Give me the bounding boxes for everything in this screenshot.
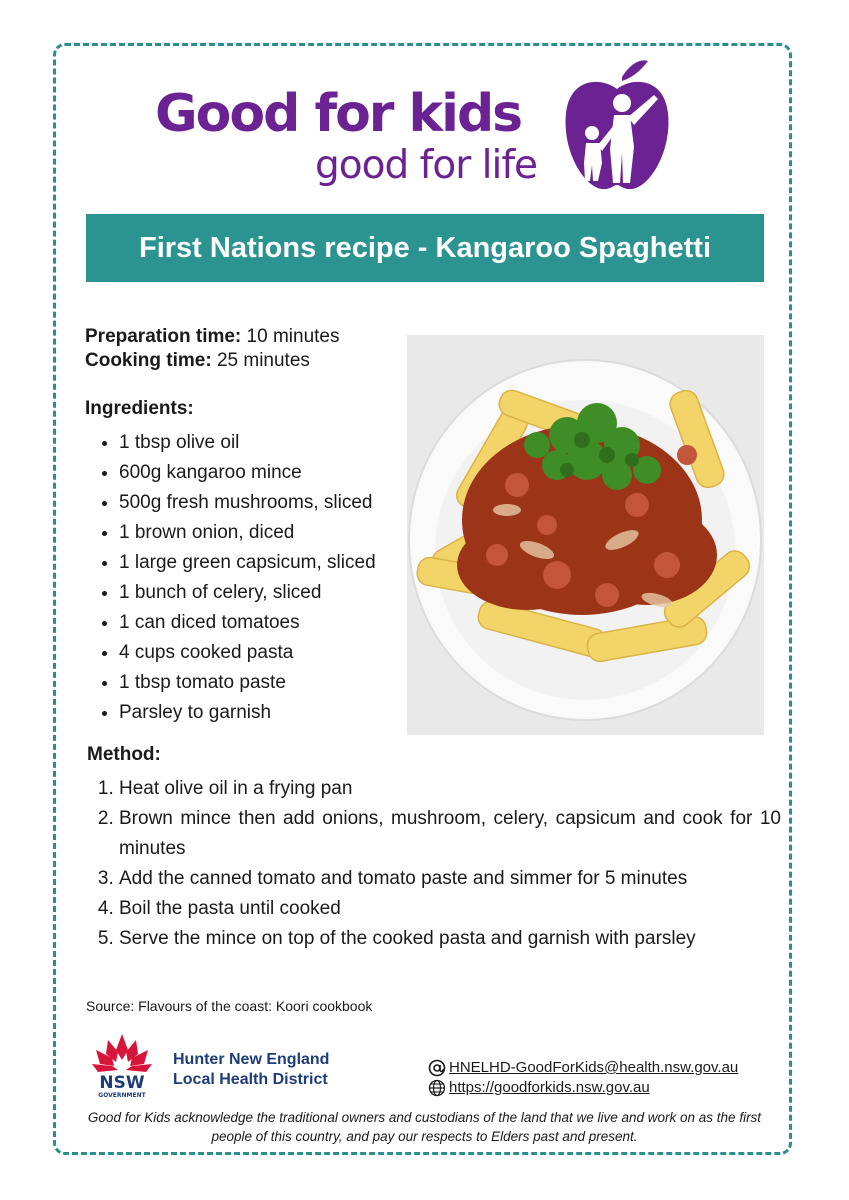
nsw-sub: GOVERNMENT: [98, 1092, 146, 1099]
list-item: 5. Serve the mince on top of the cooked pasta and garnish with parsley: [119, 924, 781, 954]
email-link[interactable]: HNELHD-GoodForKids@health.nsw.gov.au: [449, 1059, 739, 1076]
district-line1: Hunter New England: [173, 1051, 330, 1068]
recipe-times: [85, 325, 340, 373]
apple-family-icon: [562, 55, 672, 195]
at-icon: [428, 1059, 446, 1077]
good-for-kids-logo-text: [155, 86, 545, 196]
ingredients-heading: Ingredients:: [85, 398, 194, 419]
district-name: [173, 1050, 329, 1090]
list-item: 3. Add the canned tomato and tomato paste and simmer for 5 minutes: [119, 864, 781, 894]
website-link[interactable]: https://goodforkids.nsw.gov.au: [449, 1079, 650, 1096]
nsw-label: NSW: [99, 1073, 145, 1093]
globe-icon: [428, 1079, 446, 1097]
recipe-title: First Nations recipe - Kangaroo Spaghetti: [138, 231, 712, 264]
list-item: • 1 tbsp tomato paste: [119, 668, 376, 698]
acknowledgement-of-country: Good for Kids acknowledge the traditional owners and custodians of the land that we live and work on as the first people of this country, and pay our respects to Elders past and present.: [87, 1110, 762, 1144]
recipe-source: Source: Flavours of the coast: Koori cookbook: [86, 998, 373, 1014]
kangaroo-spaghetti-photo: [407, 335, 764, 735]
list-item: • 500g fresh mushrooms, sliced: [119, 488, 376, 518]
prep-time-value: 10 minutes: [241, 326, 340, 347]
cook-time-label: Cooking time:: [85, 350, 212, 371]
list-item: • 1 brown onion, diced: [119, 518, 376, 548]
prep-time-label: Preparation time:: [85, 326, 242, 347]
list-item: 4. Boil the pasta until cooked: [119, 894, 781, 924]
cook-time-value: 25 minutes: [211, 350, 310, 371]
ingredients-list: [95, 428, 376, 728]
list-item: 1. Heat olive oil in a frying pan: [119, 774, 781, 804]
recipe-title-banner: [86, 214, 764, 282]
list-item: • Parsley to garnish: [119, 698, 376, 728]
method-heading: Method:: [87, 744, 161, 765]
logo-sub: good for life: [315, 143, 538, 188]
list-item: • 1 can diced tomatoes: [119, 608, 376, 638]
list-item: • 600g kangaroo mince: [119, 458, 376, 488]
logo-main: Good for kids: [155, 84, 522, 144]
list-item: • 4 cups cooked pasta: [119, 638, 376, 668]
list-item: • 1 bunch of celery, sliced: [119, 578, 376, 608]
list-item: 2. Brown mince then add onions, mushroom, celery, capsicum and cook for 10 minutes: [119, 804, 781, 864]
method-list: [95, 774, 781, 954]
district-line2: Local Health District: [173, 1071, 328, 1088]
nsw-government-logo: [88, 1030, 156, 1100]
list-item: • 1 large green capsicum, sliced: [119, 548, 376, 578]
list-item: • 1 tbsp olive oil: [119, 428, 376, 458]
contact-info: [428, 1058, 738, 1098]
